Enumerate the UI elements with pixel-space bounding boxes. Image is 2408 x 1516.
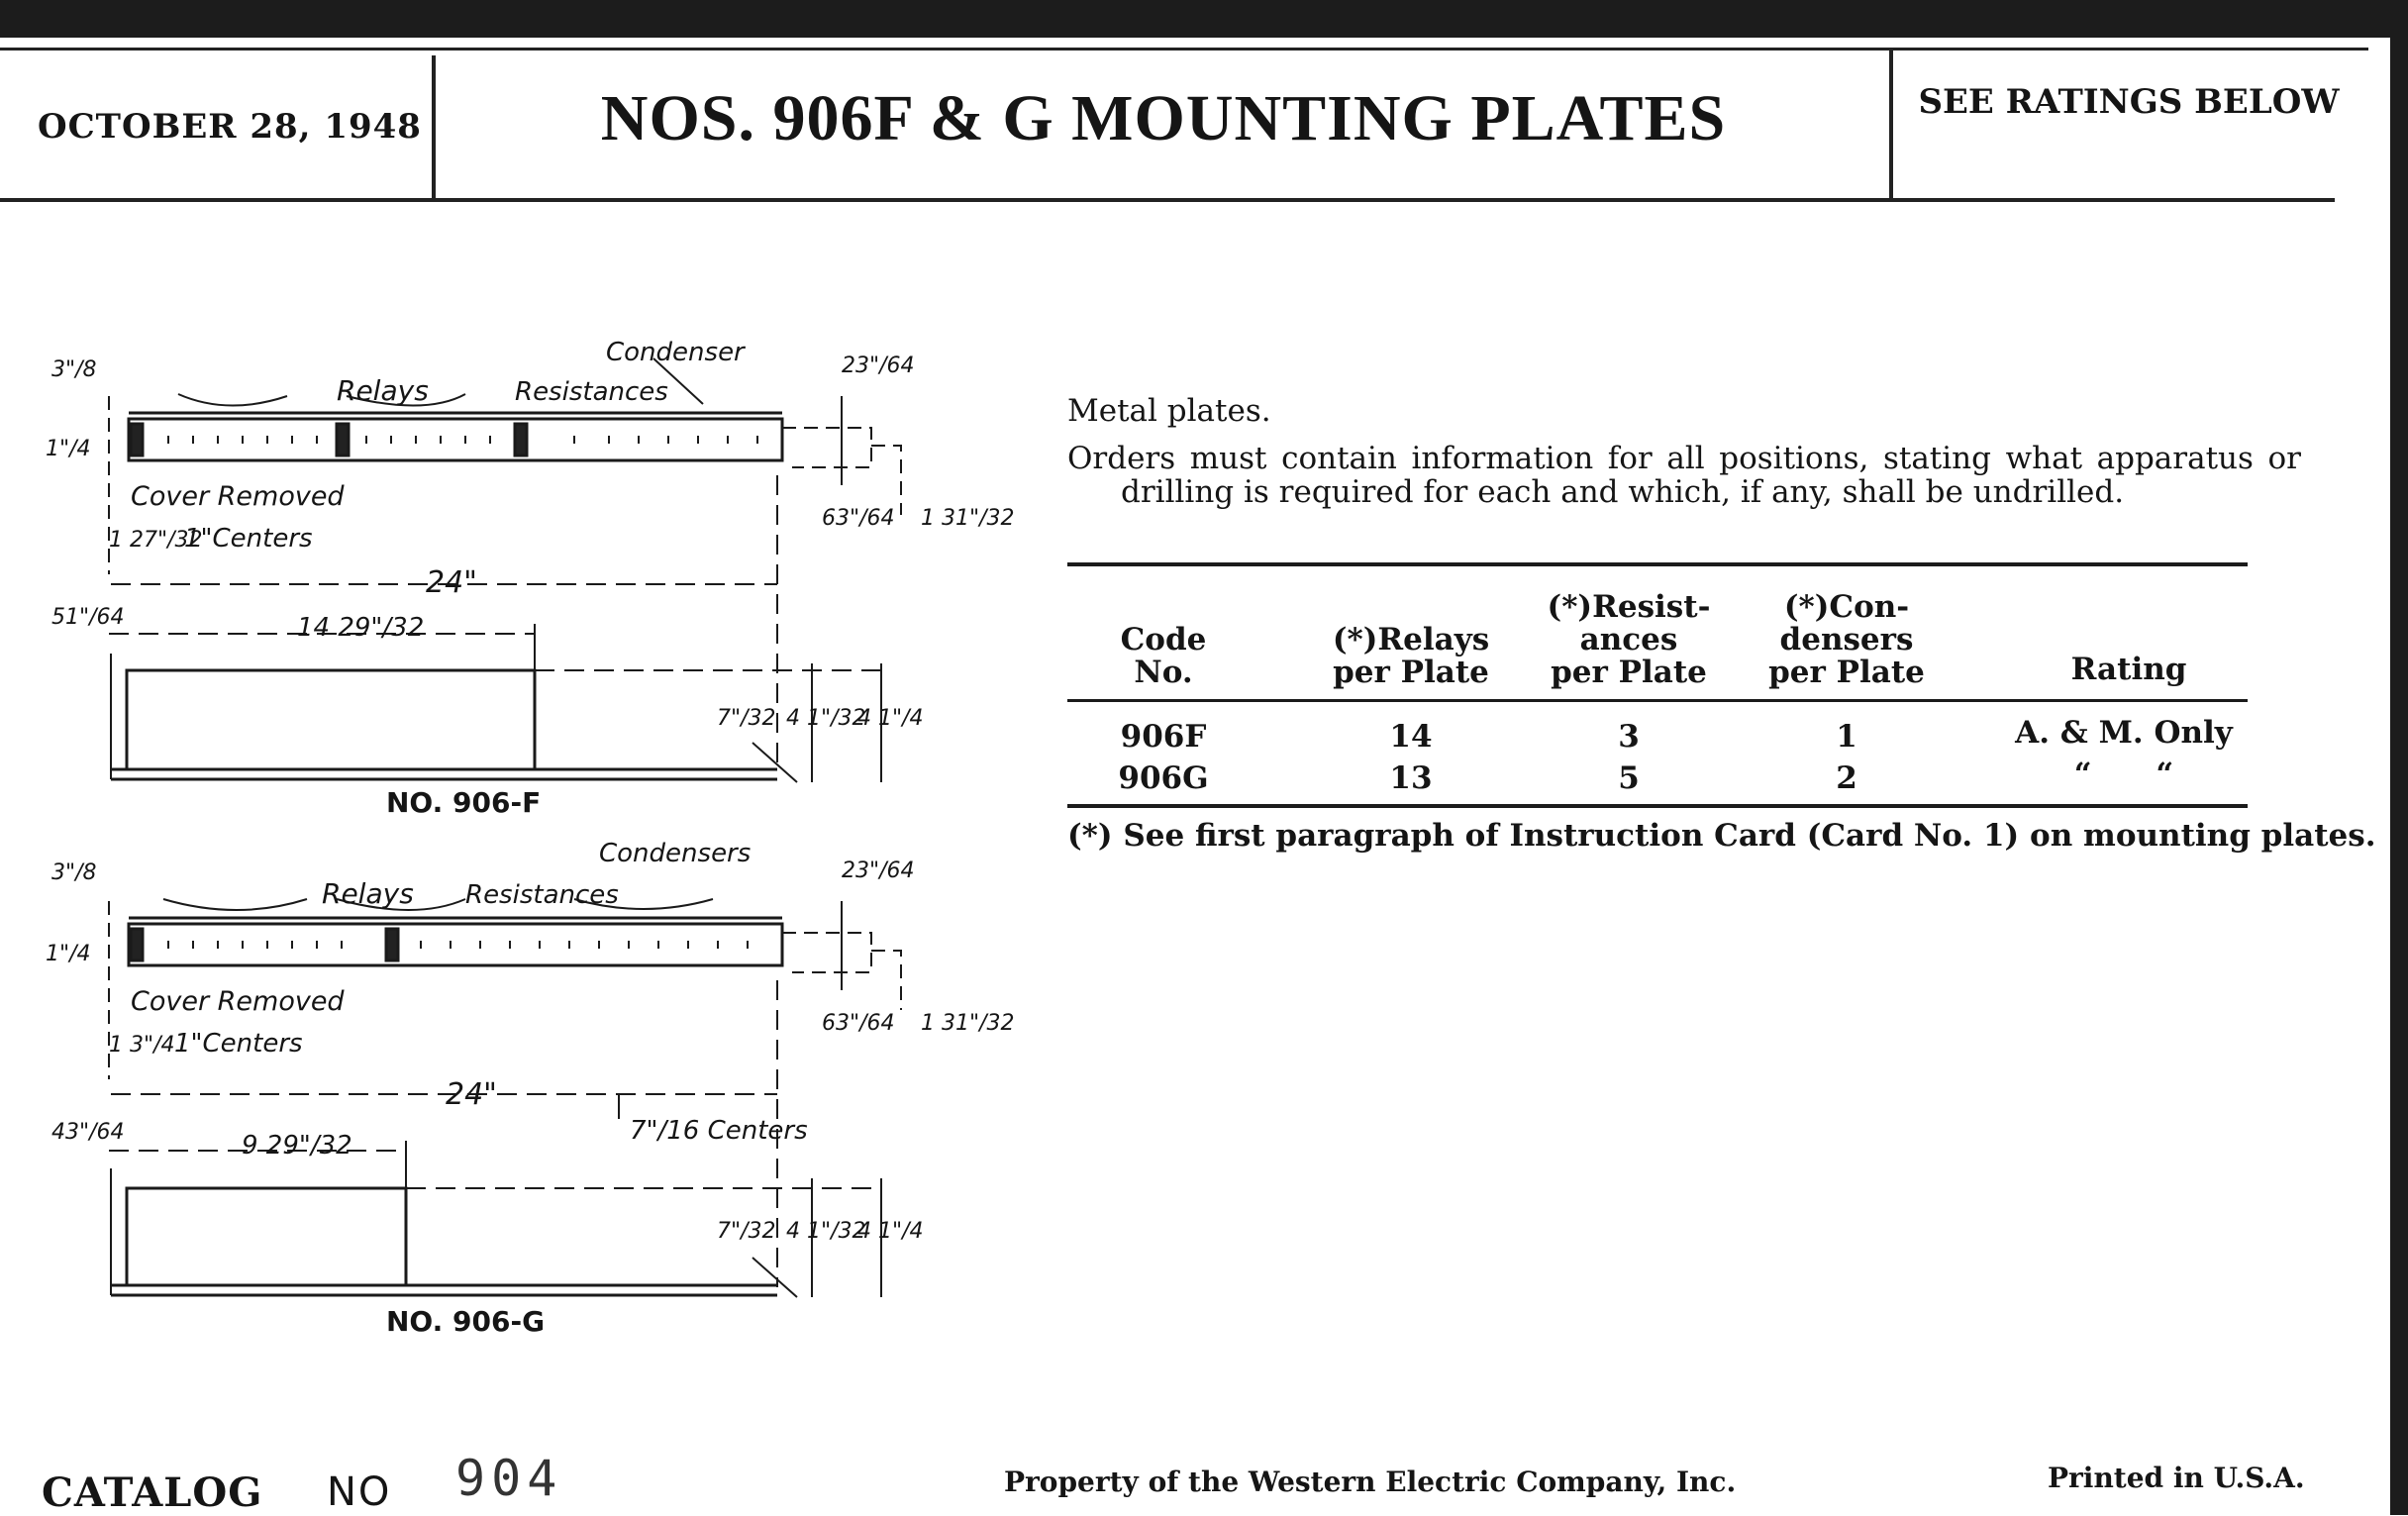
g-dim-4-1-32: 4 1"/32 [786,1219,866,1244]
row-906g-resistances: 5 [1618,760,1640,796]
f-dim-4-1-4: 4 1"/4 [857,706,924,731]
g-label-centers-7-16: 7"/16 Centers [630,1116,808,1146]
row-906g-condensers: 2 [1836,760,1857,796]
mounting-plate-drawings [0,317,1030,1347]
f-label-centers: 1"Centers [184,524,313,554]
f-dim-length: 24" [426,565,477,600]
row-906g-code: 906G [1118,760,1209,796]
header-top-rule [0,48,2368,51]
g-label-resistances: Resistances [465,880,619,910]
header-resistances: (*)Resist- ances per Plate [1547,589,1711,690]
row-906f-resistances: 3 [1618,719,1640,755]
header-rating: Rating [2070,652,2187,687]
header-condensers: (*)Con- densers per Plate [1768,589,1925,690]
f-dim-4-1-32: 4 1"/32 [786,706,866,731]
plate-906g-drawing [109,899,901,1297]
footer-no-label: NO [327,1469,392,1515]
card-date: OCTOBER 28, 1948 [38,107,422,147]
footer-printed-in: Printed in U.S.A. [2048,1462,2305,1494]
f-dim-31-32: 1 31"/32 [921,506,1015,531]
g-dim-23-64: 23"/64 [842,859,915,883]
g-dim-31-32: 1 31"/32 [921,1011,1015,1036]
card-title: NOS. 906F & G MOUNTING PLATES [600,82,1727,154]
f-dim-1-4: 1"/4 [46,437,91,461]
f-dim-3-8: 3"/8 [51,357,97,382]
g-label-relays: Relays [322,877,414,910]
ratings-note: SEE RATINGS BELOW [1918,82,2340,122]
g-dim-3-4: 1 3"/4 [109,1033,175,1058]
row-906f-relays: 14 [1389,719,1433,755]
header-code: Code No. [1120,622,1207,690]
scan-top-border [0,0,2408,38]
scan-right-border [2390,0,2408,1515]
f-dim-27-32: 1 27"/32 [109,528,203,553]
footer-property-notice: Property of the Western Electric Company, Inc. [1004,1465,1737,1498]
f-dim-63-64: 63"/64 [822,506,895,531]
f-label-resistances: Resistances [515,377,668,407]
g-dim-length: 24" [446,1077,497,1112]
row-906f-condensers: 1 [1836,719,1857,755]
g-dim-43-64: 43"/64 [51,1120,125,1145]
f-label-condenser: Condenser [606,338,745,367]
g-label-condensers: Condensers [599,839,752,868]
f-plate-name: NO. 906-F [386,786,542,819]
g-dim-1-4: 1"/4 [46,942,91,966]
row-906g-rating: “ “ [2073,757,2174,792]
row-906f-code: 906F [1120,719,1207,755]
plate-906f-drawing [109,358,901,782]
table-footnote: (*) See first paragraph of Instruction Card (Card No. 1) on mounting plates. [1067,818,2376,854]
g-dim-9-29-32: 9 29"/32 [242,1131,352,1161]
table-bottom-rule [1067,804,2248,808]
row-906f-rating: A. & M. Only [2015,715,2233,751]
f-label-relays: Relays [337,374,429,407]
header-bottom-rule [0,198,2335,202]
f-dim-51-64: 51"/64 [51,605,125,630]
f-dim-23-64: 23"/64 [842,354,915,378]
orders-text: Orders must contain information for all positions, stating what apparatus or drilling is required for each and which, if any, shall be undrilled. [1067,441,2301,510]
g-dim-63-64: 63"/64 [822,1011,895,1036]
g-dim-3-8: 3"/8 [51,860,97,885]
f-dim-7-32: 7"/32 [717,706,776,731]
g-label-centers: 1"Centers [174,1029,303,1059]
header-relays: (*)Relays per Plate [1332,622,1490,690]
f-label-cover-removed: Cover Removed [131,481,345,512]
table-top-rule [1067,562,2248,566]
metal-plates-text: Metal plates. [1067,393,1271,429]
footer-catalog-label: CATALOG [42,1469,263,1516]
row-906g-relays: 13 [1389,760,1433,796]
f-dim-14-29-32: 14 29"/32 [297,613,425,643]
g-plate-name: NO. 906-G [386,1305,546,1338]
g-dim-7-32: 7"/32 [717,1219,776,1244]
g-label-cover-removed: Cover Removed [131,986,345,1017]
table-header-rule [1067,699,2248,702]
g-dim-4-1-4: 4 1"/4 [857,1219,924,1244]
footer-catalog-number: 904 [455,1450,563,1507]
